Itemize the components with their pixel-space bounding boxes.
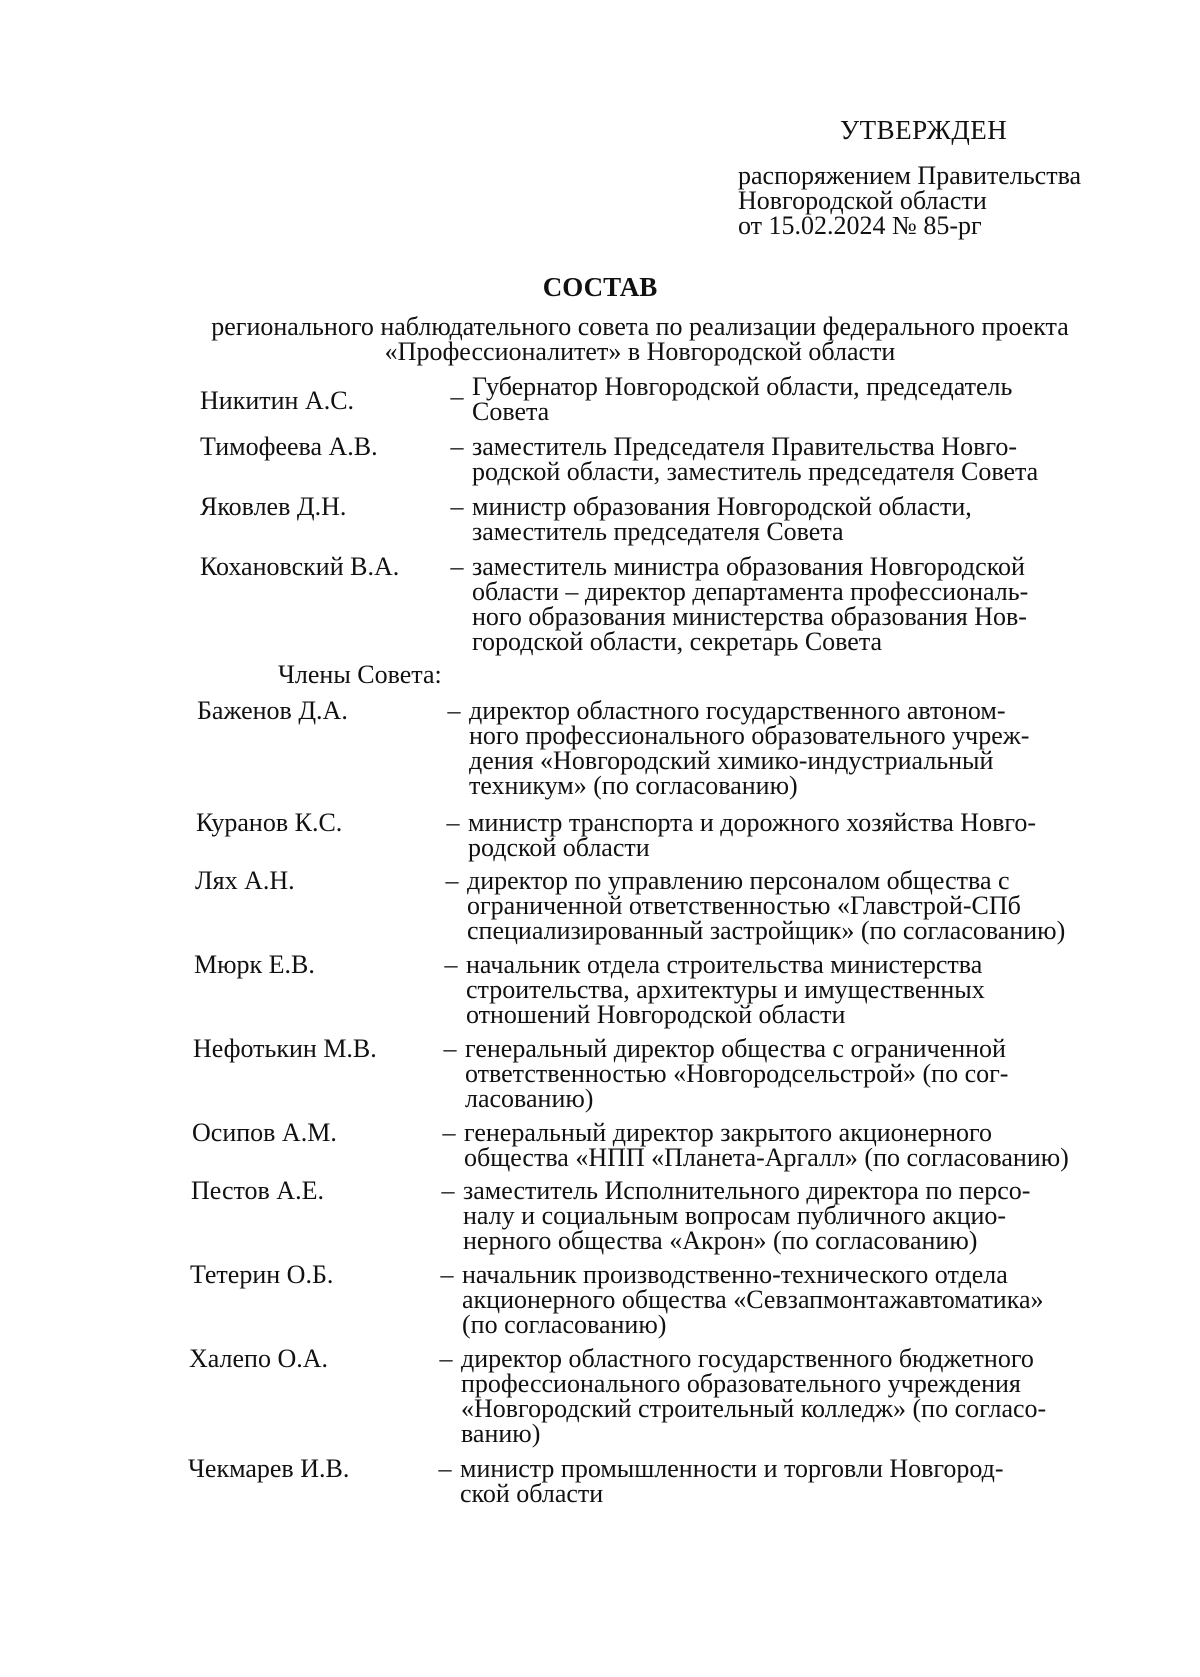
role-line: (по согласованию) [462,1310,667,1339]
role-line: министр образования Новгородской области, [472,492,972,521]
member-row [193,1036,1200,1120]
member-name: Кохановский В.А. [200,552,400,581]
subtitle-line: регионального наблюдательного совета по реализации федерального проекта [211,312,1069,341]
role-dash: – [450,552,464,581]
member-role [472,494,1082,554]
role-line: ограниченной ответственностью «Главстрой-СПб [467,891,1021,920]
role-line: заместитель Исполнительного директора по персо- [463,1176,1031,1205]
role-line: «Новгородский строительный колледж» (по согласо- [461,1394,1047,1423]
member-name: Мюрк Е.В. [194,950,315,979]
role-dash: – [438,1454,452,1483]
role-dash: – [439,1344,453,1373]
role-line: директор по управлению персоналом общества с [467,866,1010,895]
role-line: заместитель министра образования Новгородской [472,552,1025,581]
role-line: начальник производственно-технического отдела [462,1260,1008,1289]
member-row [200,494,1200,554]
role-line: родской области [468,833,650,862]
role-line: заместитель председателя Совета [472,517,844,546]
role-dash: – [450,492,464,521]
approval-line: Новгородской области [738,186,987,215]
role-line: профессионального образовательного учреждения [461,1369,1021,1398]
member-role [472,554,1082,662]
role-line: заместитель Председателя Правительства Новго- [472,432,1018,461]
role-line: министр транспорта и дорожного хозяйства Новго- [468,808,1037,837]
role-line: родской области, заместитель председателя Совета [472,457,1039,486]
role-line: начальник отдела строительства министерства [466,950,983,979]
member-name: Баженов Д.А. [197,696,348,725]
role-line: акционерного общества «Севзапмонтажавтоматика» [462,1285,1044,1314]
member-row [192,1120,1200,1178]
member-row [200,554,1200,662]
member-name: Нефотькин М.В. [193,1034,377,1063]
document-subtitle [150,314,1130,364]
role-dash: – [442,1118,456,1147]
role-line: ответственностью «Новгородсельстрой» (по сог- [465,1059,1009,1088]
approval-date-number: от 15.02.2024 № 85-рг [738,211,982,240]
member-role [472,434,1082,494]
council-composition [0,372,1200,1514]
member-row [190,1262,1200,1346]
role-dash: – [450,382,464,411]
role-dash: – [443,1034,457,1063]
role-line: Совета [472,397,550,426]
member-name: Тетерин О.Б. [190,1260,334,1289]
member-row [196,810,1200,868]
member-role [468,810,1078,868]
role-dash: – [446,808,460,837]
member-role [472,372,1082,426]
role-line: городской области, секретарь Совета [472,627,883,656]
member-name: Лях А.Н. [195,866,295,895]
role-dash: – [450,432,464,461]
member-role [463,1178,1073,1262]
role-line: Губернатор Новгородской области, председатель [472,372,1013,401]
member-row [197,698,1200,810]
member-name: Никитин А.С. [200,386,355,415]
role-line: техникум» (по согласованию) [469,771,798,800]
member-name: Осипов А.М. [192,1118,337,1147]
member-role [464,1120,1074,1178]
role-line: дения «Новгородский химико-индустриальный [469,746,994,775]
member-role [460,1456,1070,1514]
member-row [191,1178,1200,1262]
role-dash: – [441,1176,455,1205]
member-role [461,1346,1071,1456]
role-line: общества «НПП «Планета-Аргалл» (по согласованию) [464,1143,1069,1172]
role-line: министр промышленности и торговли Новгород- [460,1454,1004,1483]
member-name: Халепо О.А. [189,1344,329,1373]
member-role [469,698,1079,810]
role-line: генеральный директор закрытого акционерного [464,1118,993,1147]
member-name: Яковлев Д.Н. [200,492,347,521]
member-row [200,372,1200,426]
member-name: Пестов А.Е. [191,1176,324,1205]
member-row [189,1346,1200,1456]
role-line: директор областного государственного автоном- [469,696,1006,725]
members-section-label: Члены Совета: [278,660,442,689]
document-title: СОСТАВ [542,272,658,302]
role-line: налу и социальным вопросам публичного акцио- [463,1201,1007,1230]
approval-stamp: УТВЕРЖДЕН [840,115,1008,145]
subtitle-line: «Профессионалитет» в Новгородской области [384,337,896,366]
member-name: Тимофеева А.В. [200,432,378,461]
member-role [462,1262,1072,1346]
member-role [466,952,1076,1036]
role-line: директор областного государственного бюджетного [461,1344,1034,1373]
role-line: строительства, архитектуры и имущественных [466,975,985,1004]
member-row [194,952,1200,1036]
role-dash: – [445,866,459,895]
role-dash: – [444,950,458,979]
member-row [200,434,1200,494]
role-line: ласованию) [465,1084,594,1113]
approval-line: распоряжением Правительства [738,161,1082,190]
role-line: генеральный директор общества с ограниченной [465,1034,1006,1063]
member-role [467,868,1077,952]
role-dash: – [447,696,461,725]
member-role [465,1036,1075,1120]
approval-block [738,115,1158,240]
role-dash: – [440,1260,454,1289]
member-name: Чекмарев И.В. [188,1454,350,1483]
member-name: Куранов К.С. [196,808,343,837]
member-row [188,1456,1200,1514]
role-line: специализированный застройщик» (по согласованию) [467,916,1066,945]
role-line: ской области [460,1479,604,1508]
role-line: отношений Новгородской области [466,1000,846,1029]
role-line: ного профессионального образовательного учреж- [469,721,1030,750]
role-line: нерного общества «Акрон» (по согласованию) [463,1226,978,1255]
role-line: области – директор департамента профессиональ- [472,577,1029,606]
role-line: ного образования министерства образования Нов- [472,602,1027,631]
role-line: ванию) [461,1419,541,1448]
member-row [195,868,1200,952]
